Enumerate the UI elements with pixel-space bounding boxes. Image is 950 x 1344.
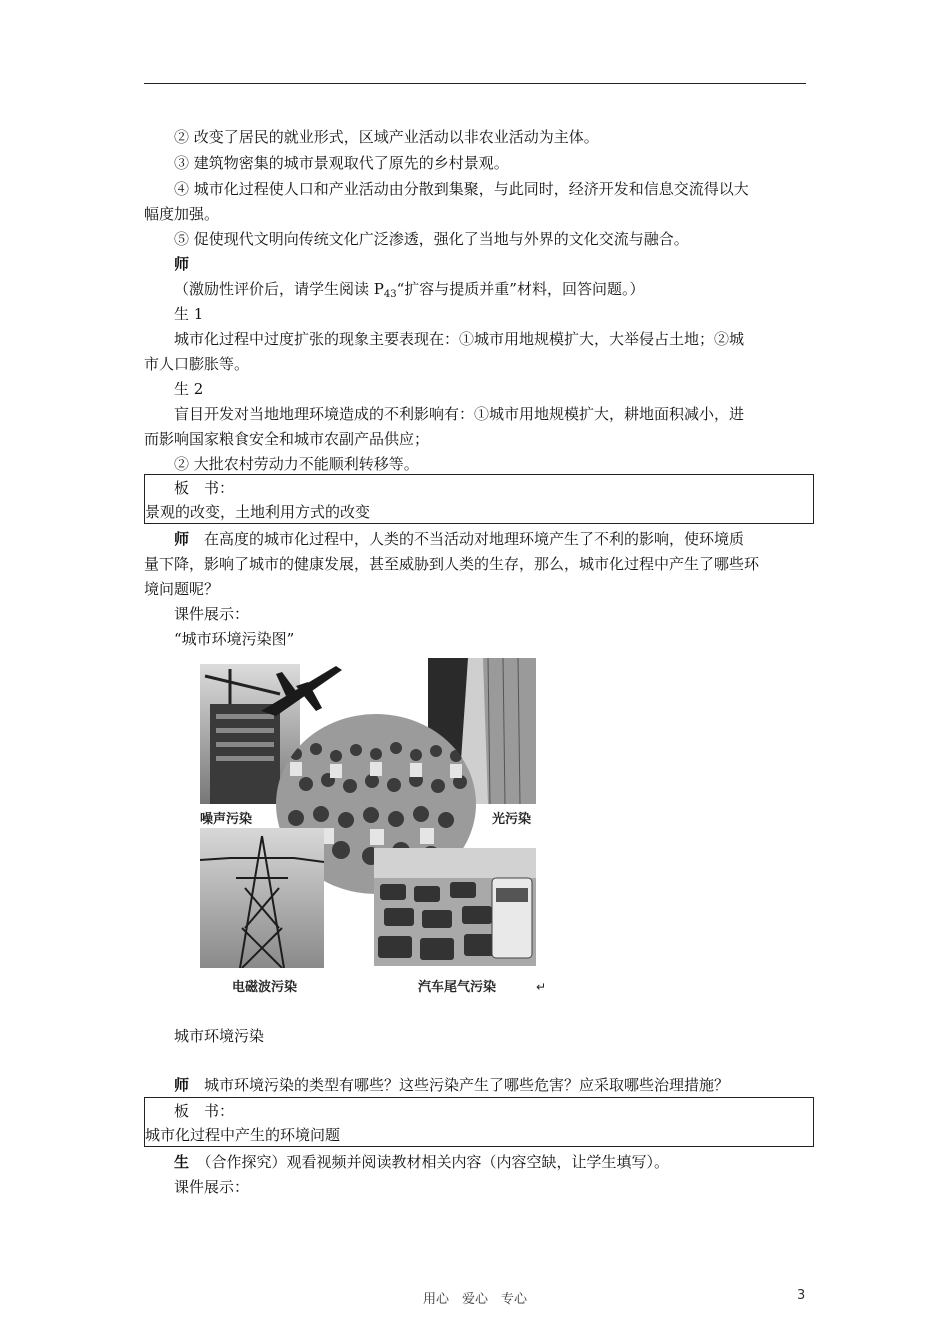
student2-answer-line2: 而影响国家粮食安全和城市农副产品供应；	[144, 430, 430, 448]
student1-answer-line1: 城市化过程中过度扩张的现象主要表现在：①城市用地规模扩大，大举侵占土地；②城	[174, 330, 745, 348]
blackboard-label-1: 板 书：	[174, 479, 235, 497]
paragraph-item-4-line2: 幅度加强。	[144, 205, 220, 223]
teacher-label-3: 师	[174, 1076, 190, 1094]
teacher-question: 师 城市环境污染的类型有哪些？这些污染产生了哪些危害？应采取哪些治理措施？	[174, 1076, 730, 1094]
paragraph-item-4-line1: ④ 城市化过程使人口和产业活动由分散到集聚，与此同时，经济开发和信息交流得以大	[174, 180, 749, 198]
paragraph-item-2: ② 改变了居民的就业形式，区域产业活动以非农业活动为主体。	[174, 128, 599, 146]
page-number: 3	[797, 1288, 806, 1303]
student-label-1: 生 1	[174, 305, 204, 323]
label-noise: 噪声污染	[200, 812, 253, 827]
courseware-label-2: 课件展示：	[174, 1178, 250, 1196]
figure-caption: 城市环境污染	[174, 1027, 265, 1045]
student-activity: 生 （合作探究）观看视频并阅读教材相关内容（内容空缺，让学生填写）。	[174, 1153, 670, 1171]
teacher-paragraph-2-line3: 境问题呢？	[144, 580, 220, 598]
student2-answer-line1: 盲目开发对当地地理环境造成的不利影响有：①城市用地规模扩大，耕地面积减小，进	[174, 405, 745, 423]
exhaust-photo	[374, 848, 536, 966]
return-mark: ↵	[536, 980, 547, 994]
em-photo	[200, 828, 324, 968]
airplane-icon	[256, 656, 346, 726]
label-light: 光污染	[492, 812, 532, 827]
pollution-collage	[196, 656, 546, 1001]
teacher-instruction: （激励性评价后，请学生阅读 $P_{43}“$扩容与提质并重”材料，回答问题。）	[174, 280, 645, 300]
teacher-paragraph-2-line1: 师 在高度的城市化过程中，人类的不当活动对地理环境产生了不利的影响，使环境质	[174, 530, 745, 548]
blackboard-box-1	[144, 474, 814, 524]
blackboard-box-2	[144, 1097, 814, 1147]
label-exhaust: 汽车尾气污染	[418, 980, 497, 995]
blackboard-text-1: 景观的改变，土地利用方式的改变	[145, 503, 371, 521]
teacher-label-2: 师	[174, 530, 190, 548]
header-rule	[144, 83, 806, 84]
teacher-label-1: 师	[174, 255, 190, 273]
student-label-3: 生	[174, 1153, 190, 1171]
figure-title: “城市环境污染图”	[174, 630, 295, 648]
student-label-2: 生 2	[174, 380, 204, 398]
label-em: 电磁波污染	[232, 980, 298, 995]
teacher-paragraph-2-line2: 量下降，影响了城市的健康发展，甚至威胁到人类的生存，那么，城市化过程中产生了哪些环	[144, 555, 760, 573]
blackboard-text-2: 城市化过程中产生的环境问题	[145, 1126, 341, 1144]
student2-answer-line3: ② 大批农村劳动力不能顺利转移等。	[174, 455, 419, 473]
paragraph-item-3: ③ 建筑物密集的城市景观取代了原先的乡村景观。	[174, 154, 509, 172]
paragraph-item-5: ⑤ 促使现代文明向传统文化广泛渗透，强化了当地与外界的文化交流与融合。	[174, 230, 689, 248]
footer-motto: 用心 爱心 专心	[422, 1292, 527, 1307]
courseware-label-1: 课件展示：	[174, 605, 250, 623]
blackboard-label-2: 板 书：	[174, 1102, 235, 1120]
student1-answer-line2: 市人口膨胀等。	[144, 355, 250, 373]
